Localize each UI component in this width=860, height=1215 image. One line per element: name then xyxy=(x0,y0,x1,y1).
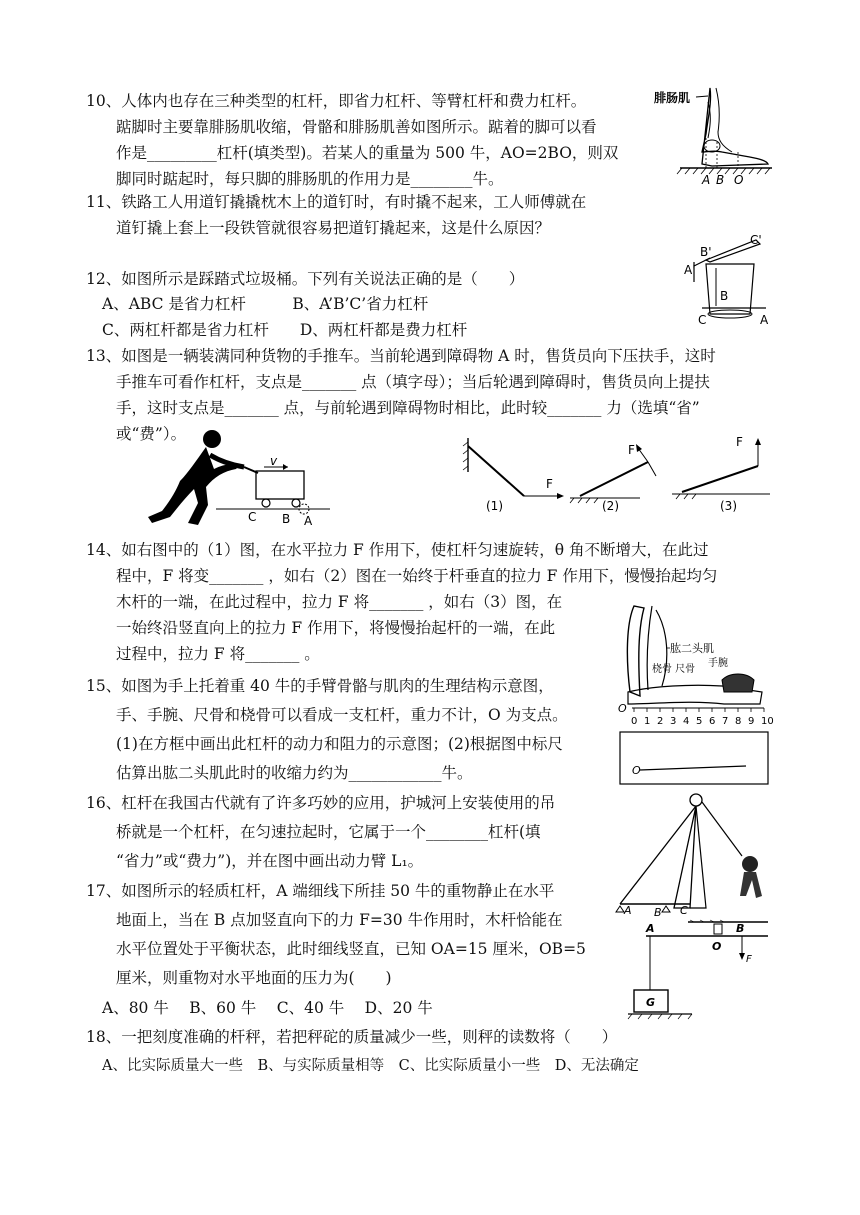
bin-label-a-prime: A' xyxy=(684,263,696,277)
q12-option-ab: A、ABC 是省力杠杆 B、A’B’C’省力杠杆 xyxy=(102,295,429,313)
q14-line4: 一始终沿竖直向上的拉力 F 作用下，将慢慢抬起杆的一端，在此 xyxy=(116,619,556,637)
q17-line2: 地面上，当在 B 点加竖直向下的力 F=30 牛作用时，木杆恰能在 xyxy=(116,911,563,929)
q14-line5: 过程中，拉力 F 将_______ 。 xyxy=(116,645,320,663)
q18-line1: 18、一把刻度准确的杆秤，若把秤砣的质量减少一些，则秤的读数将（ ） xyxy=(86,1028,618,1046)
foot-label-o: O xyxy=(734,173,744,187)
ruler-tick-label: 9 xyxy=(748,716,755,727)
bridge-label-b: B xyxy=(654,906,662,919)
lever17-label-a: A xyxy=(646,922,655,935)
q15-line1: 15、如图为手上托着重 40 牛的手臂骨骼与肌肉的生理结构示意图， xyxy=(86,677,554,695)
q17-lever-figure xyxy=(628,920,778,1020)
q13-line2: 手推车可看作杠杆，支点是_______ 点（填字母）；当后轮遇到障碍时，售货员向上提扶 xyxy=(116,373,710,391)
trash-bin-figure xyxy=(680,228,780,328)
q17-line4: 厘米，则重物对水平地面的压力为( ) xyxy=(116,969,392,987)
ruler-tick-label: 1 xyxy=(644,716,651,727)
box-o-label: O xyxy=(632,764,641,777)
foot-lever-figure xyxy=(650,82,775,188)
hand-cart-figure xyxy=(140,425,340,530)
lever3-label-f: F xyxy=(736,435,743,449)
lever2-number: (2) xyxy=(602,499,619,513)
ruler-tick-label: 2 xyxy=(657,716,664,727)
foot-label-a: A xyxy=(702,173,711,187)
q13-line1: 13、如图是一辆装满同种货物的手推车。当前轮遇到障碍物 A 时，售货员向下压扶手，这时 xyxy=(86,347,716,365)
lever2-label-f: F xyxy=(628,443,635,457)
cart-label-a: A xyxy=(304,514,313,528)
bin-label-b-prime: B' xyxy=(700,245,712,259)
q13-line4: 或“费”）。 xyxy=(116,425,187,443)
cart-label-v: v xyxy=(270,454,278,468)
q17-line3: 水平位置处于平衡状态，此时细线竖直，已知 OA=15 厘米，OB=5 xyxy=(116,940,586,958)
ruler-tick-label: 4 xyxy=(683,716,690,727)
q14-line3: 木杆的一端，在此过程中，拉力 F 将_______ ，如右（3）图，在 xyxy=(116,593,563,611)
bridge-label-c: C xyxy=(680,904,688,917)
ruler-tick-label: 5 xyxy=(696,716,703,727)
lever1-label-f: F xyxy=(546,477,553,491)
bin-label-b: B xyxy=(720,289,729,303)
lever1-number: (1) xyxy=(486,499,503,513)
ruler-tick-label: 10 xyxy=(761,716,774,727)
q17-options: A、80 牛 B、60 牛 C、40 牛 D、20 牛 xyxy=(102,999,433,1017)
q15-line4: 估算出肱二头肌此时的收缩力约为____________牛。 xyxy=(116,764,473,782)
q14-line1: 14、如右图中的（1）图，在水平拉力 F 作用下，使杠杆匀速旋转，θ 角不断增大，在此过 xyxy=(86,541,709,559)
q10-line4: 脚同时踮起时，每只脚的腓肠肌的作用力是________牛。 xyxy=(116,170,504,188)
q16-line1: 16、杠杆在我国古代就有了许多巧妙的应用，护城河上安装使用的吊 xyxy=(86,794,556,812)
ruler-tick-label: 3 xyxy=(670,716,677,727)
muscle-label: 腓肠肌 xyxy=(654,91,691,105)
ruler-tick-label: 7 xyxy=(722,716,729,727)
arm-ruler xyxy=(631,708,774,727)
drawbridge-figure xyxy=(614,788,774,918)
q16-line3: “省力”或“费力”)，并在图中画出动力臂 L₁。 xyxy=(116,852,424,870)
q15-line2: 手、手腕、尺骨和桡骨可以看成一支杠杆，重力不计，O 为支点。 xyxy=(116,706,568,724)
cart-label-c: C xyxy=(248,510,257,524)
three-levers-figure xyxy=(460,432,780,514)
q10-line1: 10、人体内也存在三种类型的杠杆，即省力杠杆、等臂杠杆和费力杠杆。 xyxy=(86,92,587,110)
ruler-tick-label: 8 xyxy=(735,716,742,727)
q11-line2: 道钉撬上套上一段铁管就很容易把道钉撬起来，这是什么原因？ xyxy=(116,219,551,237)
cart-label-b: B xyxy=(282,512,291,526)
q14-line2: 程中，F 将变_______ ，如右（2）图在一始终于杆垂直的拉力 F 作用下，慢慢抬起均匀 xyxy=(116,567,718,585)
lever17-label-f: F xyxy=(746,954,752,965)
lever3-number: (3) xyxy=(720,499,737,513)
q13-line3: 手，这时支点是_______ 点，与前轮遇到障碍物时相比，此时较_______ 力（选填“省” xyxy=(116,399,700,417)
biceps-label: 肱二头肌 xyxy=(670,642,714,655)
foot-label-b: B xyxy=(716,173,725,187)
ruler-tick-label: 0 xyxy=(631,716,638,727)
wrist-label: 手腕 xyxy=(708,658,728,669)
q11-line1: 11、铁路工人用道钉撬撬枕木上的道钉时，有时撬不起来，工人师傅就在 xyxy=(86,193,587,211)
q12-line1: 12、如图所示是踩踏式垃圾桶。下列有关说法正确的是（ ） xyxy=(86,270,525,288)
q18-options: A、比实际质量大一些 B、与实际质量相等 C、比实际质量小一些 D、无法确定 xyxy=(102,1058,639,1074)
bones-label: 桡骨 尺骨 xyxy=(652,664,696,675)
arm-skeleton-figure xyxy=(612,600,772,730)
q16-line2: 桥就是一个杠杆，在匀速拉起时，它属于一个________杠杆(填 xyxy=(116,823,541,841)
q10-line2: 踮脚时主要靠腓肠肌收缩，骨骼和腓肠肌善如图所示。踮着的脚可以看 xyxy=(116,118,597,136)
pivot-o-label: O xyxy=(618,702,627,715)
q17-line1: 17、如图所示的轻质杠杆，A 端细线下所挂 50 牛的重物静止在水平 xyxy=(86,882,555,900)
q12-option-cd: C、两杠杆都是省力杠杆 D、两杠杆都是费力杠杆 xyxy=(102,321,468,339)
bin-label-a: A xyxy=(760,313,769,327)
q15-answer-box xyxy=(618,730,772,788)
q10-line3: 作是_________杠杆(填类型)。若某人的重量为 500 牛，AO=2BO，则双 xyxy=(116,144,619,162)
bridge-label-a: A xyxy=(624,904,632,917)
q15-line3: (1)在方框中画出此杠杆的动力和阻力的示意图；(2)根据图中标尺 xyxy=(116,735,563,753)
bin-label-c-prime: C' xyxy=(750,233,762,247)
ruler-tick-label: 6 xyxy=(709,716,716,727)
bin-label-c: C xyxy=(698,313,707,327)
lever17-label-o: O xyxy=(712,940,722,953)
lever17-label-g: G xyxy=(646,996,656,1009)
lever17-label-b: B xyxy=(736,922,745,935)
